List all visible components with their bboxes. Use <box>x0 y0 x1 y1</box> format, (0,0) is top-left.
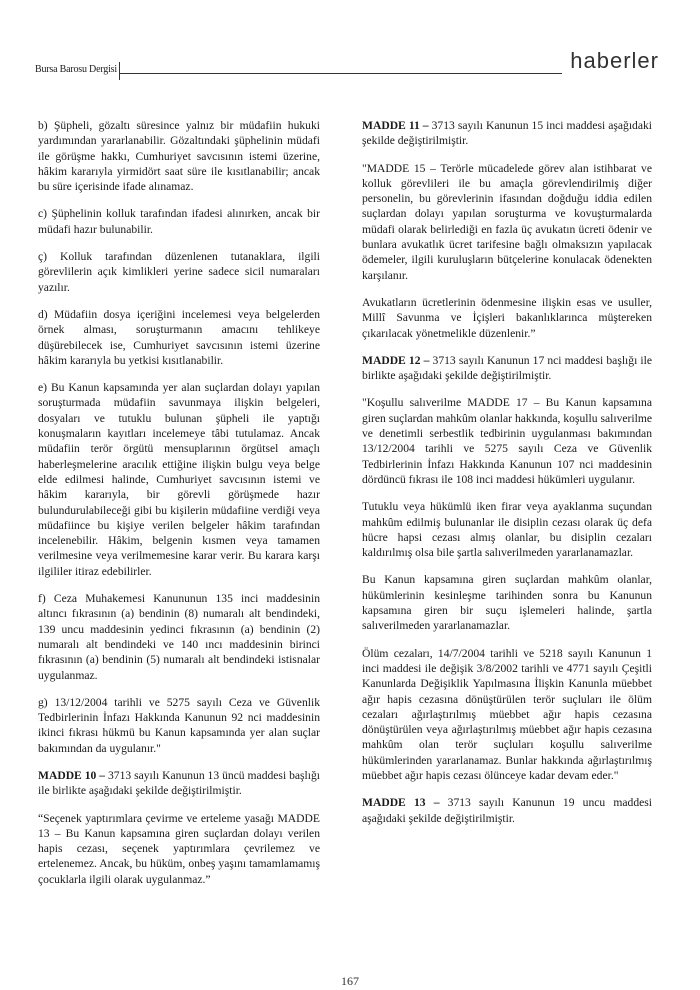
paragraph-d: d) Müdafiin dosya içeriğini incelemesi veya belgelerden örnek alması, soruşturmanın amacını tehlikeye düşürebilecek ise, Cumhuriyet savcısının istemi üzerine hâkim kararıyla bu yetkisi kısıtlanabilir. <box>38 307 320 367</box>
journal-name: Bursa Barosu Dergisi <box>35 64 117 75</box>
section-title: haberler <box>562 48 659 74</box>
paragraph-cc: ç) Kolluk tarafından düzenlenen tutanaklara, ilgili görevlilerin açık kimlikleri yerine sadece sicil numaraları yazılır. <box>38 250 320 294</box>
escape-paragraph: Tutuklu veya hükümlü iken firar veya ayaklanma suçundan mahkûm edilmiş bulunanlar ile disiplin cezası olarak üç defa hücre hapsi cezası almış olanlar, bu disiplin cezaları kaldırılmış olsa bile şartla salıverilmeden yararlanamazlar. <box>362 500 652 560</box>
article-17-quote: "Koşullu salıverilme MADDE 17 – Bu Kanun kapsamına giren suçlardan mahkûm olanlar hakkında, koşullu salıverilme ve denetimli serbestlik tedbirinin uygulanması bakımından 13/12/2004 tarihli ve 5275 sayılı Ceza ve Güvenlik Tedbirlerinin İnfazı Hakkında Kanunun 107 nci maddesinin dördüncü fıkrası ile 108 inci maddesi hükümleri uygulanır. <box>362 396 652 486</box>
right-column <box>362 118 652 838</box>
header-tick <box>119 62 120 80</box>
article-12-heading: MADDE 12 – 3713 sayılı Kanunun 17 nci maddesi başlığı ile birlikte aşağıdaki şekilde değiştirilmiştir. <box>362 353 652 383</box>
repeat-offense-paragraph: Bu Kanun kapsamına giren suçlardan mahkûm olanlar, hükümlerinin kesinleşme tarihinden sonra bu Kanunun kapsamına giren bir suçu işlemeleri halinde, şartla salıverilmeden yararlanamazlar. <box>362 573 652 633</box>
article-15-quote: "MADDE 15 – Terörle mücadelede görev alan istihbarat ve kolluk görevlileri ile bu amaçla görevlendirilmiş diğer personelin, bu görevlerinin ifasından doğduğu iddia edilen suçlardan dolayı yapılan soruşturma ve kovuşturmalarda müdafi olarak belirlediği en fazla üç avukatın ücreti ödenir ve bunlara avukatlık ücret tarifesine bağlı olmaksızın yapılacak ödemeler, ilgili kuruluşların bütçelerine konulacak ödenekten karşılanır. <box>362 161 652 282</box>
page-header <box>35 48 665 82</box>
paragraph-g: g) 13/12/2004 tarihli ve 5275 sayılı Ceza ve Güvenlik Tedbirlerinin İnfazı Hakkında Kanunun 92 nci maddesinin ikinci fıkrası hükmü bu Kanun kapsamında yer alan suçlar bakımından da uygulanır." <box>38 695 320 755</box>
paragraph-f: f) Ceza Muhakemesi Kanununun 135 inci maddesinin altıncı fıkrasının (a) bendinin (8) numaralı alt bendindeki, 139 uncu maddesinin yedinci fıkrasının (a) bendinin (2) numaralı alt bendindeki ve 140 ıncı maddesinin birinci fıkrasının (a) bendinin (5) numaralı alt bendindeki istisnalar uygulanmaz. <box>38 592 320 682</box>
death-penalty-paragraph: Ölüm cezaları, 14/7/2004 tarihli ve 5218 sayılı Kanunun 1 inci maddesi ile değişik 3/8/2002 tarihli ve 4771 sayılı Çeşitli Kanunlarda Değişiklik Yapılmasına İlişkin Kanunla müebbet ağır hapis cezasına dönüştürülen terör suçluları ile ölüm cezaları ağırlaştırılmış müebbet ağır hapis cezasına dönüştürülen veya ağırlaştırılmış müebbet ağır hapis cezasına mahkûm olan terör suçluları koşullu salıverilme hükümlerinden yararlanamaz. Bunlar hakkında ağırlaştırılmış müebbet ağır hapis cezası ölünceye kadar devam eder." <box>362 646 652 782</box>
paragraph-e: e) Bu Kanun kapsamında yer alan suçlardan dolayı yapılan soruşturmada müdafiin savunmaya ilişkin belgeleri, dosyaları ve tutuklu bulunan şüpheli ile yaptığı konuşmaların kayıtları incelemeye tâbi tutulamaz. Ancak müdafiin terör örgütü mensuplarının örgütsel amaçlı haberleşmelerine aracılık ettiğine ilişkin bulgu veya belge elde edilmesi halinde, Cumhuriyet savcısının istemi ve hâkim kararıyla, bir görevli görüşmede hazır bulundurulabileceği gibi bu kişilerin müdafiine verdiği veya müdafiince bu kişiye verilen belgeler hâkim tarafından incelenebilir. Hâkim, belgenin kısmen veya tamamen verilmesine veya verilmemesine karar verir. Bu karara karşı ilgililer itiraz edebilirler. <box>38 381 320 578</box>
paragraph-b: b) Şüpheli, gözaltı süresince yalnız bir müdafiin hukuki yardımından yararlanabilir. Gözaltındaki şüphelinin müdafi ile görüşme hakkı, Cumhuriyet savcısının istemi üzerine, hâkim kararıyla yirmidört saat süre ile kısıtlanabilir; ancak bu süre içerisinde ifade alınamaz. <box>38 119 320 194</box>
article-11-heading: MADDE 11 – 3713 sayılı Kanunun 15 inci maddesi aşağıdaki şekilde değiştirilmiştir. <box>362 119 653 148</box>
article-13-quote: “Seçenek yaptırımlara çevirme ve erteleme yasağı MADDE 13 – Bu Kanun kapsamına giren suçlardan dolayı verilen hapis cezası, seçenek yaptırımlara çevrilemez ve ertelenemez. Ancak, bu hüküm, onbeş yaşını tamamlamamış çocuklarla ilgili olarak uygulanmaz.” <box>38 811 320 886</box>
page-number: 167 <box>341 974 359 988</box>
article-10-heading: MADDE 10 – 3713 sayılı Kanunun 13 üncü maddesi başlığı ile birlikte aşağıdaki şekilde değiştirilmiştir. <box>38 768 321 798</box>
paragraph-c: c) Şüphelinin kolluk tarafından ifadesi alınırken, ancak bir müdafi hazır bulunabilir. <box>38 207 320 236</box>
left-column <box>38 118 320 899</box>
article-13-heading: MADDE 13 – 3713 sayılı Kanunun 19 uncu maddesi aşağıdaki şekilde değiştirilmiştir. <box>362 796 653 825</box>
attorney-fees-paragraph: Avukatların ücretlerinin ödenmesine ilişkin esas ve usuller, Millî Savunma ve İçişleri bakanlıklarınca müştereken çıkarılacak yönetmelikle düzenlenir.” <box>362 295 652 340</box>
